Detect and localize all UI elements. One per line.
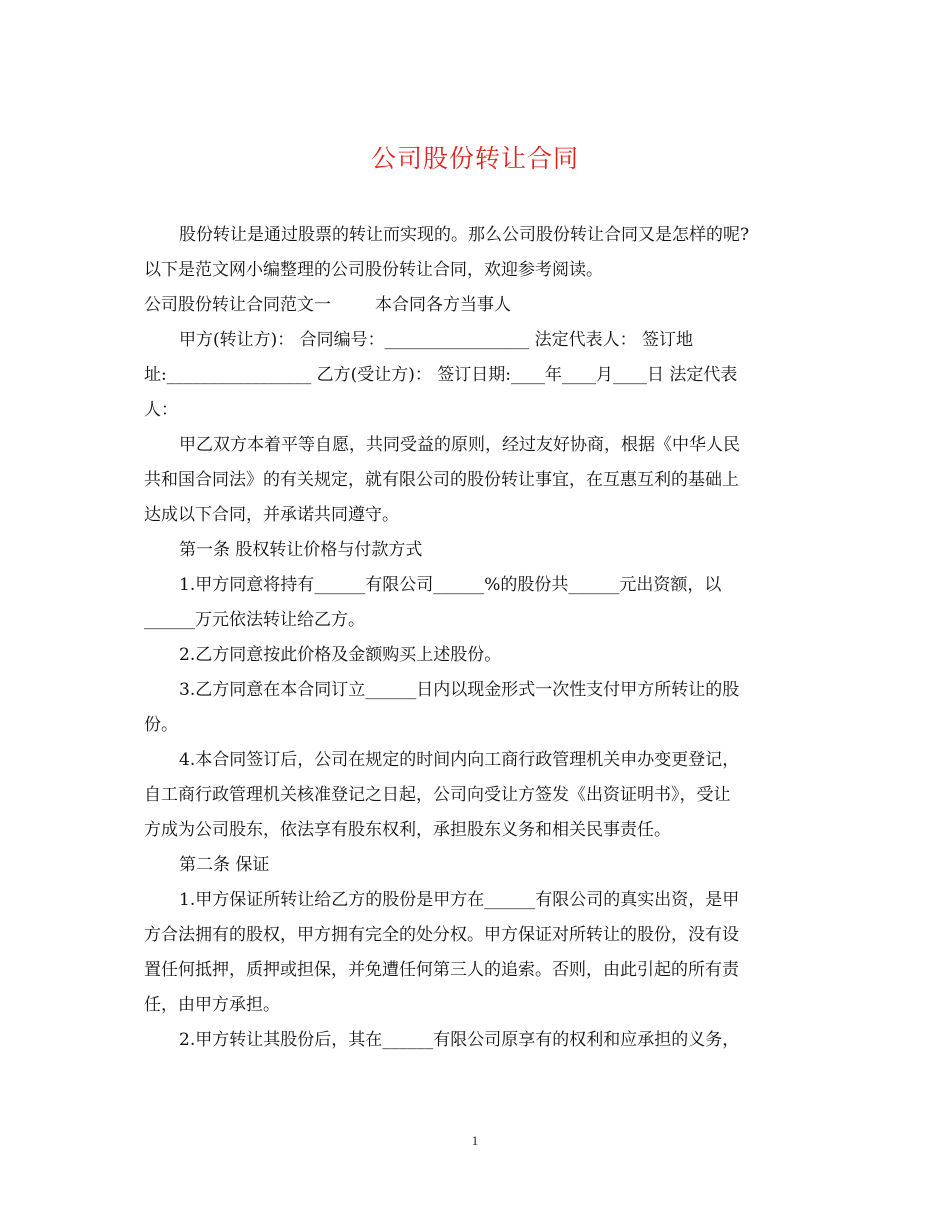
paragraph-line: 址:_________________ 乙方(受让方)： 签订日期:____年____月____日 法定代表 bbox=[144, 365, 738, 385]
section-heading: 公司股份转让合同范文一 bbox=[144, 295, 331, 315]
document-title: 公司股份转让合同 bbox=[370, 144, 579, 173]
paragraph-line: 以下是范文网小编整理的公司股份转让合同，欢迎参考阅读。 bbox=[144, 260, 603, 280]
paragraph-line: 甲乙双方本着平等自愿，共同受益的原则，经过友好协商，根据《中华人民 bbox=[179, 435, 740, 455]
paragraph-line: 1.甲方同意将持有______有限公司______%的股份共______元出资额，以 bbox=[179, 575, 722, 595]
paragraph-line bbox=[144, 288, 810, 323]
paragraph-line: 方合法拥有的股权，甲方拥有完全的处分权。甲方保证对所转让的股份，没有设 bbox=[144, 925, 739, 945]
article-heading: 第二条 保证 bbox=[179, 855, 270, 875]
paragraph-line: 共和国合同法》的有关规定，就有限公司的股份转让事宜，在互惠互利的基础上 bbox=[144, 470, 739, 490]
paragraph-line: 人： bbox=[144, 400, 178, 420]
paragraph-line: 方成为公司股东，依法享有股东权利，承担股东义务和相关民事责任。 bbox=[144, 820, 671, 840]
paragraph-line: 甲方(转让方)： 合同编号：_________________ 法定代表人： 签订地 bbox=[179, 330, 693, 350]
paragraph-line: ______万元依法转让给乙方。 bbox=[144, 610, 365, 630]
paragraph-line: 达成以下合同，并承诺共同遵守。 bbox=[144, 505, 399, 525]
paragraph-line: 3.乙方同意在本合同订立______日内以现金形式一次性支付甲方所转让的股 bbox=[179, 680, 740, 700]
paragraph-line: 股份转让是通过股票的转让而实现的。那么公司股份转让合同又是怎样的呢? bbox=[179, 225, 750, 245]
paragraph-line: 4.本合同签订后，公司在规定的时间内向工商行政管理机关申办变更登记， bbox=[179, 750, 740, 770]
section-subheading: 本合同各方当事人 bbox=[375, 295, 511, 315]
document-body bbox=[144, 218, 810, 1058]
article-heading: 第一条 股权转让价格与付款方式 bbox=[179, 540, 423, 560]
paragraph-line: 1.甲方保证所转让给乙方的股份是甲方在______有限公司的真实出资，是甲 bbox=[179, 890, 740, 910]
paragraph-line: 2.甲方转让其股份后，其在______有限公司原享有的权利和应承担的义务， bbox=[179, 1030, 740, 1050]
paragraph-line: 2.乙方同意按此价格及金额购买上述股份。 bbox=[179, 645, 502, 665]
page-number: 1 bbox=[471, 1133, 479, 1148]
paragraph-line: 份。 bbox=[144, 715, 178, 735]
paragraph-line: 任，由甲方承担。 bbox=[144, 995, 280, 1015]
paragraph-line: 自工商行政管理机关核准登记之日起，公司向受让方签发《出资证明书》，受让 bbox=[144, 785, 731, 805]
paragraph-line: 置任何抵押，质押或担保，并免遭任何第三人的追索。否则，由此引起的所有责 bbox=[144, 960, 739, 980]
